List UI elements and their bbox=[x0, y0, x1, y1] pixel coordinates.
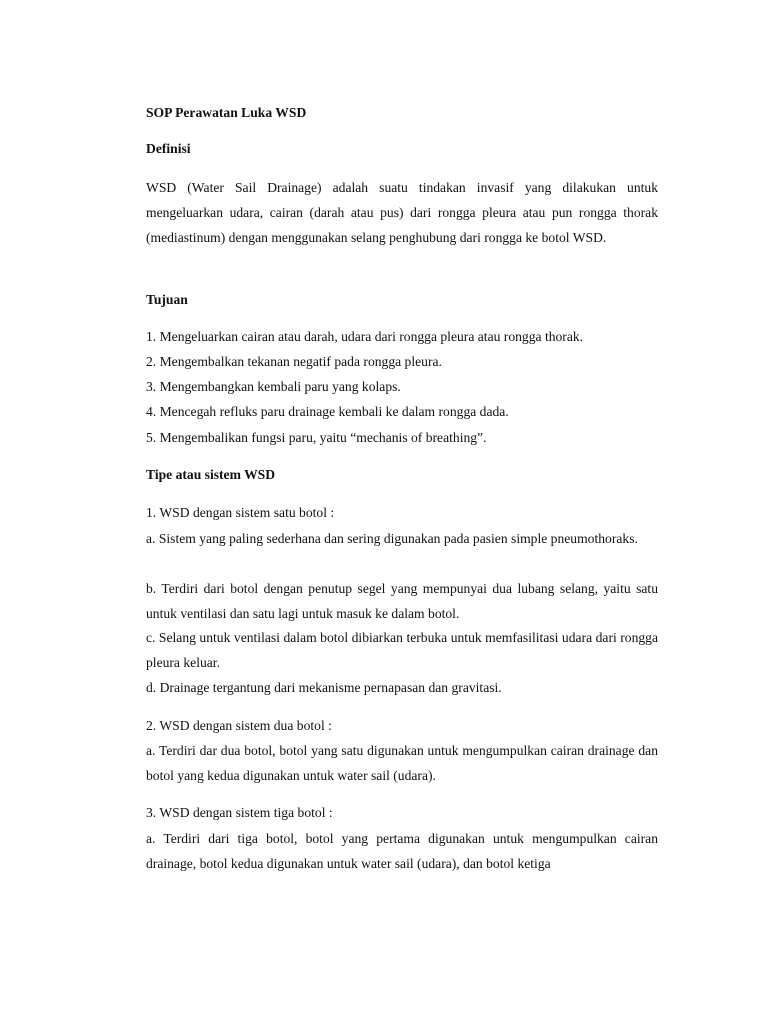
definisi-paragraph: WSD (Water Sail Drainage) adalah suatu tindakan invasif yang dilakukan untuk mengeluarkan udara, cairan (darah atau pus) dari rongga pleura atau pun rongga thorak (mediastinum) dengan menggunakan selang penghubung dari rongga ke botol WSD. bbox=[146, 180, 658, 245]
section-heading-tujuan: Tujuan bbox=[146, 292, 188, 307]
tujuan-item-4: 4. Mencegah refluks paru drainage kembali ke dalam rongga dada. bbox=[146, 404, 509, 419]
tujuan-item-1: 1. Mengeluarkan cairan atau darah, udara dari rongga pleura atau rongga thorak. bbox=[146, 329, 584, 344]
section-heading-definisi: Definisi bbox=[146, 141, 191, 156]
tipe-satu-botol-item-d: d. Drainage tergantung dari mekanisme pernapasan dan gravitasi. bbox=[146, 680, 502, 695]
tipe-dua-botol-item-a: a. Terdiri dar dua botol, botol yang satu digunakan untuk mengumpulkan cairan drainage dan botol yang kedua digunakan untuk water sail (udara). bbox=[146, 743, 658, 783]
tipe-satu-botol-item-c: c. Selang untuk ventilasi dalam botol dibiarkan terbuka untuk memfasilitasi udara dari rongga pleura keluar. bbox=[146, 630, 658, 670]
tujuan-item-2: 2. Mengembalkan tekanan negatif pada rongga pleura. bbox=[146, 354, 442, 369]
tujuan-item-5: 5. Mengembalikan fungsi paru, yaitu “mechanis of breathing”. bbox=[146, 430, 487, 445]
tipe-satu-botol-title: 1. WSD dengan sistem satu botol : bbox=[146, 505, 335, 520]
document-title: SOP Perawatan Luka WSD bbox=[146, 105, 307, 120]
tipe-dua-botol-title: 2. WSD dengan sistem dua botol : bbox=[146, 718, 332, 733]
tipe-satu-botol-item-b: b. Terdiri dari botol dengan penutup segel yang mempunyai dua lubang selang, yaitu satu untuk ventilasi dan satu lagi untuk masuk ke dalam botol. bbox=[146, 581, 658, 621]
tipe-tiga-botol-item-a: a. Terdiri dari tiga botol, botol yang pertama digunakan untuk mengumpulkan cairan drainage, botol kedua digunakan untuk water sail (udara), dan botol ketiga bbox=[146, 831, 658, 871]
section-heading-tipe: Tipe atau sistem WSD bbox=[146, 467, 276, 482]
tujuan-item-3: 3. Mengembangkan kembali paru yang kolaps. bbox=[146, 379, 401, 394]
tipe-satu-botol-item-a: a. Sistem yang paling sederhana dan sering digunakan pada pasien simple pneumothoraks. bbox=[146, 531, 638, 546]
tipe-tiga-botol-title: 3. WSD dengan sistem tiga botol : bbox=[146, 805, 333, 820]
